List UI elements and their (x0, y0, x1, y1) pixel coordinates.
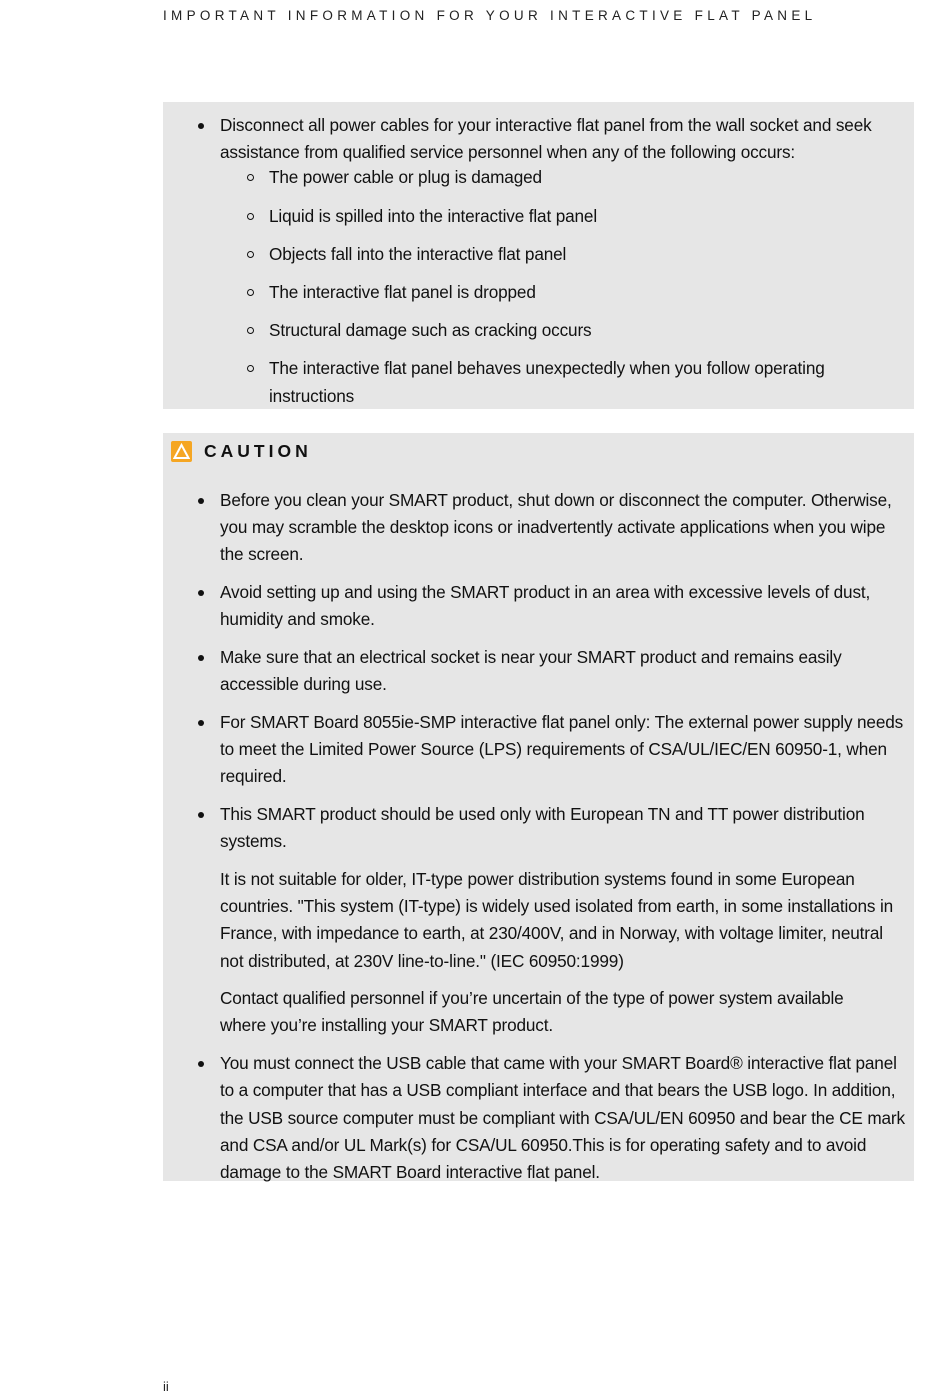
bullet-dot-icon (198, 812, 204, 818)
sub-item-text: The interactive flat panel behaves unexpectedly when you follow operating instructions (269, 358, 825, 406)
page-number: ii (163, 1379, 169, 1394)
bullet-dot-icon (198, 720, 204, 726)
bullet-dot-icon (198, 1061, 204, 1067)
paragraph: Contact qualified personnel if you’re uncertain of the type of power system available where you’re installing your SMART product. (220, 988, 844, 1036)
sub-list-item (269, 203, 914, 230)
sub-list-item (269, 164, 914, 191)
bullet-circle-icon (247, 327, 254, 334)
list-item (220, 1050, 914, 1186)
bullet-text: Before you clean your SMART product, shut down or disconnect the computer. Otherwise, you may scramble the desktop icons or inadvertently activate applications when you wipe the screen. (220, 490, 892, 565)
bullet-circle-icon (247, 174, 254, 181)
bullet-text: Make sure that an electrical socket is near your SMART product and remains easily accessible during use. (220, 647, 842, 695)
bullet-dot-icon (198, 123, 204, 129)
paragraph: It is not suitable for older, IT-type power distribution systems found in some European countries. "This system (IT-type) is widely used isolated from earth, in some installations in France, with impedance to earth, at 230/400V, and in Norway, with voltage limiter, neutral not distributed, at 230V line-to-line." (IEC 60950:1999) (220, 868, 894, 971)
sub-list (163, 164, 914, 409)
list-item (220, 709, 914, 791)
caution-label: CAUTION (204, 441, 312, 461)
power-warning-box (163, 102, 914, 409)
bullet-circle-icon (247, 251, 254, 258)
bullet-dot-icon (198, 590, 204, 596)
bullet-text: For SMART Board 8055ie-SMP interactive flat panel only: The external power supply needs to meet the Limited Power Source (LPS) requirements of CSA/UL/IEC/EN 60950-1, when required. (220, 711, 904, 787)
list-item (220, 801, 914, 855)
list-item (220, 579, 914, 633)
sub-list-item (269, 279, 914, 306)
bullet-dot-icon (198, 655, 204, 661)
sub-list-item (269, 241, 914, 268)
caution-box (163, 433, 914, 1181)
sub-list-item (269, 317, 914, 344)
bullet-circle-icon (247, 289, 254, 296)
sub-list-item (269, 355, 914, 409)
warning-triangle-icon (171, 441, 192, 462)
sub-item-text: Objects fall into the interactive flat panel (269, 243, 567, 264)
list-item (220, 644, 914, 698)
bullet-text: You must connect the USB cable that came with your SMART Board® interactive flat panel to a computer that has a USB compliant interface and that bears the USB logo. In addition, the USB source computer must be compliant with CSA/UL/EN 60950 and bear the CE mark and CSA and/or UL Mark(s) for CSA/UL 60950.This is for operating safety and to avoid damage to the SMART Board interactive flat panel. (220, 1053, 905, 1182)
list-item (220, 487, 914, 569)
sub-item-text: The power cable or plug is damaged (269, 167, 542, 188)
bullet-text: Disconnect all power cables for your interactive flat panel from the wall socket and seek assistance from qualified service personnel when any of the following occurs: (220, 115, 872, 163)
bullet-circle-icon (247, 365, 254, 372)
sub-item-text: The interactive flat panel is dropped (269, 282, 536, 303)
running-header: IMPORTANT INFORMATION FOR YOUR INTERACTIVE FLAT PANEL (163, 8, 817, 23)
sub-item-text: Structural damage such as cracking occurs (269, 320, 592, 341)
sub-item-text: Liquid is spilled into the interactive flat panel (269, 205, 598, 226)
bullet-circle-icon (247, 213, 254, 220)
caution-heading (163, 441, 914, 471)
list-item (220, 112, 914, 166)
bullet-dot-icon (198, 498, 204, 504)
bullet-text: This SMART product should be used only with European TN and TT power distribution systems. (220, 804, 865, 852)
bullet-text: Avoid setting up and using the SMART product in an area with excessive levels of dust, humidity and smoke. (220, 582, 871, 630)
